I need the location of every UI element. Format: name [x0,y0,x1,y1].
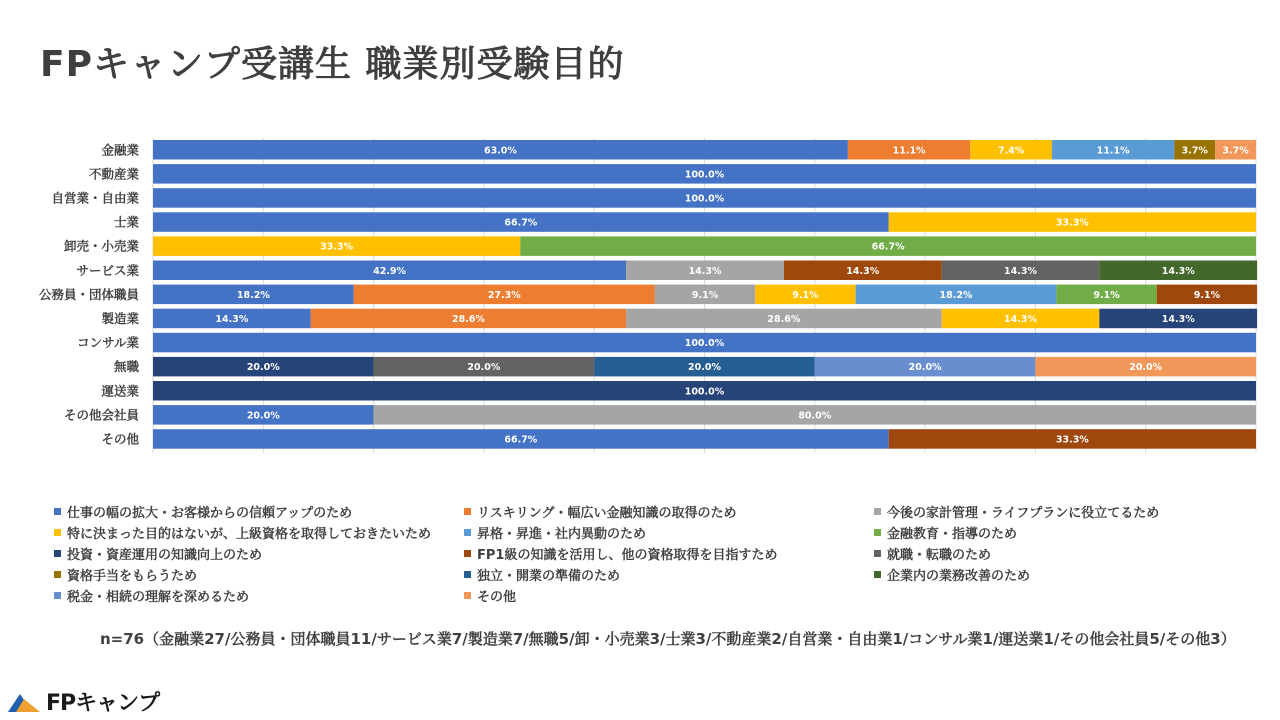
data-label: 20.0% [246,362,280,374]
legend-label: その他 [477,589,517,605]
legend-item [54,544,464,562]
bars [153,140,1257,449]
legend-label: 企業内の業務改善のため [887,568,1031,584]
category-label: 不動産業 [88,166,139,182]
legend-item [874,565,1264,583]
sample-size-note: n=76（金融業27/公務員・団体職員11/サービス業7/製造業7/無職5/卸・小売業3/士業3/不動産業2/自営業・自由業1/コンサル業1/運送業1/その他会社員5/その他3） [100,630,1236,648]
legend-label: 今後の家計管理・ライフプランに役立てるため [887,505,1160,521]
data-label: 20.0% [467,362,501,374]
category-label: その他 [101,431,139,447]
legend-item [54,502,464,520]
legend-item [54,523,464,541]
legend-swatch [874,571,881,578]
data-label: 14.3% [846,265,880,277]
legend-item [464,544,874,562]
data-label: 14.3% [1161,265,1195,277]
data-label: 33.3% [1055,434,1089,446]
legend-swatch [54,529,61,536]
data-label: 66.7% [504,217,538,229]
legend-item [464,586,874,604]
data-label: 18.2% [939,289,973,301]
data-label: 9.1% [1193,289,1221,301]
logo [6,686,159,717]
category-label: その他会社員 [63,407,139,423]
legend-label: 就職・転職のため [887,547,992,563]
data-label: 11.1% [892,145,926,157]
data-label: 20.0% [1129,362,1163,374]
legend-item [874,502,1264,520]
legend-label: 税金・相続の理解を深めるため [67,589,250,605]
data-label: 14.3% [688,265,722,277]
legend-label: 特に決まった目的はないが、上級資格を取得しておきたいため [67,526,432,542]
data-label: 3.7% [1222,145,1249,157]
category-label: 無職 [113,359,139,375]
data-label: 80.0% [798,410,832,422]
legend-label: 資格手当をもらうため [67,568,198,584]
data-label: 27.3% [487,289,521,301]
category-label: 公務員・団体職員 [38,286,139,302]
data-label: 9.1% [691,289,719,301]
category-label: 運送業 [101,383,139,399]
legend-swatch [54,508,61,515]
page-title: FPキャンプ受講生 職業別受験目的 [40,44,625,85]
data-label: 9.1% [1093,289,1120,301]
category-label: サービス業 [76,262,139,278]
legend-label: 昇格・昇進・社内異動のため [477,526,647,542]
data-label: 20.0% [246,410,280,422]
legend-item [874,523,1264,541]
legend-item [464,523,874,541]
category-label: 製造業 [101,310,139,326]
data-label: 66.7% [504,434,538,446]
data-label: 14.3% [1004,265,1037,277]
data-label: 100.0% [684,338,725,350]
data-label: 7.4% [997,145,1025,157]
data-label: 11.1% [1096,145,1130,157]
legend [54,502,1264,604]
data-label: 9.1% [792,289,819,301]
data-label: 100.0% [684,193,725,205]
data-label: 42.9% [373,265,407,277]
legend-swatch [464,550,471,557]
legend-label: 投資・資産運用の知識向上のため [67,547,263,563]
category-labels [39,142,140,446]
legend-item [54,586,464,604]
data-label: 20.0% [908,362,942,374]
legend-swatch [874,550,881,557]
data-label: 63.0% [483,145,517,157]
legend-swatch [464,571,471,578]
legend-label: リスキリング・幅広い金融知識の取得のため [477,505,737,521]
category-label: 自営業・自由業 [51,190,139,206]
category-label: 金融業 [101,142,139,158]
legend-item [54,565,464,583]
legend-item [464,565,874,583]
data-label: 33.3% [320,241,354,253]
category-label: 卸売・小売業 [63,238,139,254]
legend-swatch [464,592,471,599]
legend-swatch [54,550,61,557]
data-label: 18.2% [236,289,270,301]
tent-logo-icon [6,691,42,713]
data-label: 20.0% [688,362,721,374]
category-label: 士業 [113,214,139,230]
data-label: 66.7% [871,241,905,253]
data-label: 14.3% [215,313,249,325]
logo-text: FPキャンプ [46,691,160,716]
data-label: 3.7% [1181,145,1208,157]
legend-swatch [54,571,61,578]
legend-label: 金融教育・指導のため [887,526,1018,542]
data-label: 14.3% [1004,313,1037,325]
data-label: 100.0% [684,169,725,181]
data-label: 33.3% [1055,217,1089,229]
data-label: 28.6% [767,313,801,325]
legend-label: 独立・開業の準備のため [477,568,621,584]
legend-label: 仕事の幅の拡大・お客様からの信頼アップのため [67,505,353,521]
data-label: 100.0% [684,386,725,398]
legend-swatch [874,508,881,515]
legend-swatch [54,592,61,599]
data-label: 28.6% [451,313,485,325]
category-label: コンサル業 [77,335,139,351]
legend-item [464,502,874,520]
legend-swatch [464,508,471,515]
legend-item [874,544,1264,562]
legend-swatch [464,529,471,536]
legend-label: FP1級の知識を活用し、他の資格取得を目指すため [477,547,778,563]
legend-swatch [874,529,881,536]
data-label: 14.3% [1161,313,1195,325]
